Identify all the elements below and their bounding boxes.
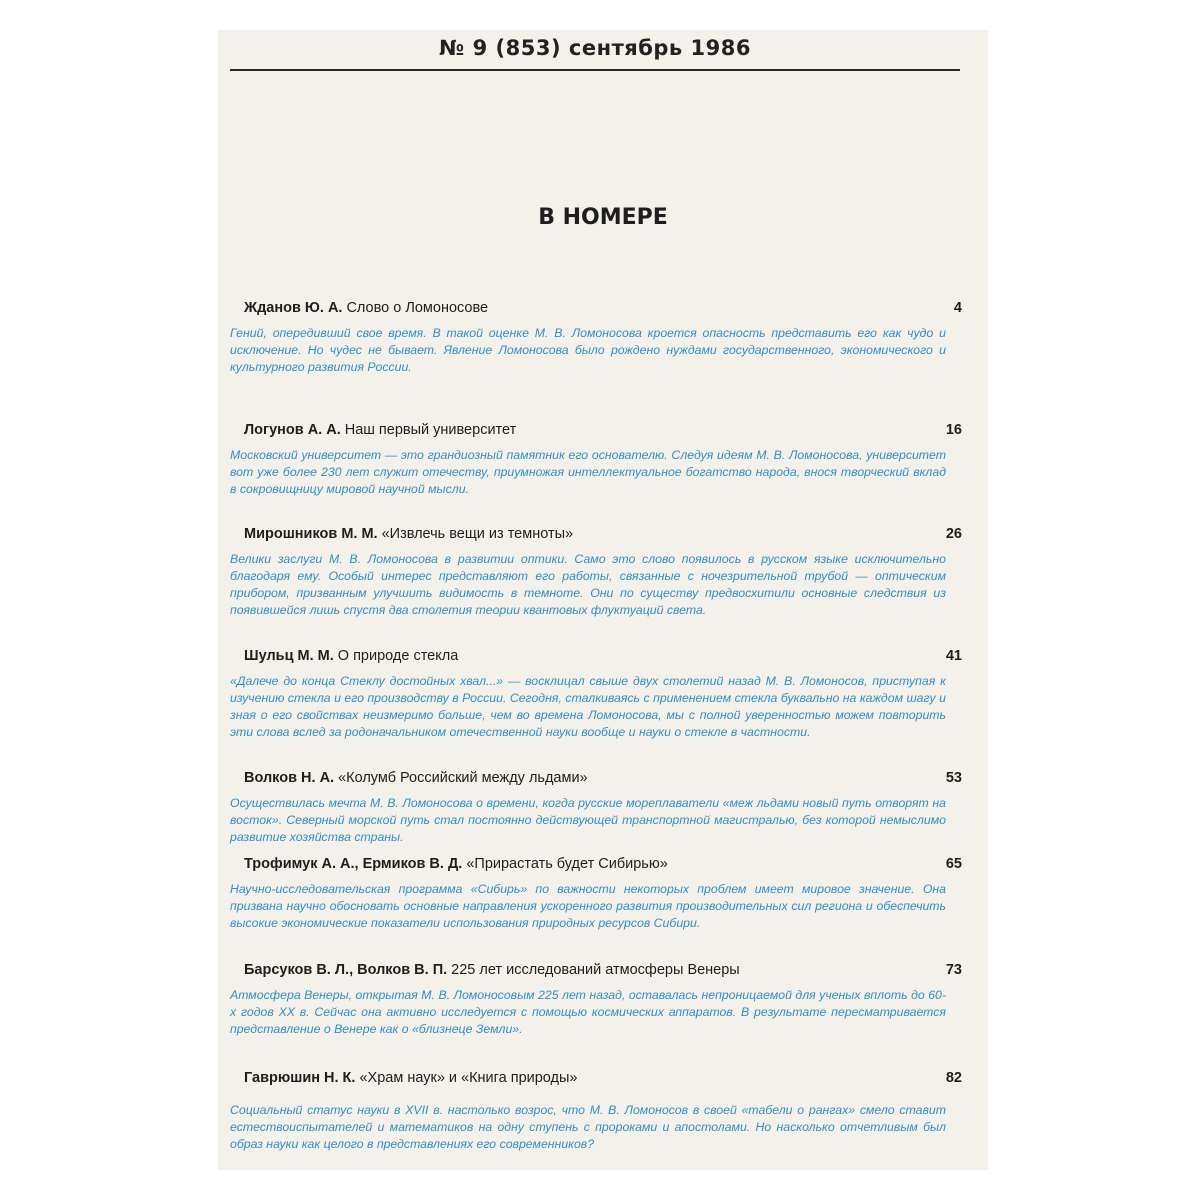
entry-title[interactable]: Наш первый университет	[344, 422, 517, 438]
contents-entry	[230, 648, 962, 741]
entry-annotation: Московский университет — это грандиозный памятник его основателю. Следуя идеям М. В. Ломоносова, университет вот уже более 230 лет служит отечеству, приумножая интеллектуальное богатство народа, внося творческий вклад в сокровищницу мировой научной мысли.	[230, 448, 946, 496]
entry-annotation: Гений, опередивший свое время. В такой оценке М. В. Ломоносова кроется опасность представить его как чудо и исключение. Но чудес не бывает. Явление Ломоносова было рождено нуждами государственного, экономического и культурного развития России.	[230, 326, 946, 374]
entry-author: Гаврюшин Н. К. «Храм наук» и «Книга природы»	[244, 1070, 578, 1086]
entry-title[interactable]: «Извлечь вещи из темноты»	[381, 526, 574, 542]
contents-entry	[230, 856, 962, 932]
entry-author: Логунов А. А. Наш первый университет	[244, 422, 517, 438]
entry-page-number: 41	[945, 648, 962, 664]
entry-title[interactable]: «Колумб Российский между льдами»	[338, 770, 588, 786]
entry-annotation: Научно-исследовательская программа «Сибирь» по важности некоторых проблем имеет мировое значение. Она призвана научно обосновать основные направления ускоренного развития производительных сил региона и обеспечить высокие экономические показатели использования природных ресурсов Сибири.	[230, 882, 946, 930]
entry-page-number: 4	[953, 300, 962, 316]
entry-author: Барсуков В. Л., Волков В. П. 225 лет исследований атмосферы Венеры	[244, 962, 740, 978]
page-header	[230, 36, 960, 71]
contents-entry	[230, 422, 962, 498]
entry-page-number: 16	[945, 422, 962, 438]
entry-page-number: 82	[945, 1070, 962, 1086]
entry-annotation: Велики заслуги М. В. Ломоносова в развитии оптики. Само это слово появилось в русском языке исключительно благодаря ему. Особый интерес представляют его работы, связанные с ночезрительной трубой — оптическим прибором, призванным улучшить видимость в темноте. Они по существу предвосхитили основные следствия из появившейся лишь спустя два столетия теории квантовых флуктуаций света.	[230, 552, 946, 617]
contents-entry	[230, 526, 962, 619]
entry-title[interactable]: «Храм наук» и «Книга природы»	[359, 1070, 578, 1086]
entry-title[interactable]: «Прирастать будет Сибирью»	[466, 856, 668, 872]
entry-annotation: Атмосфера Венеры, открытая М. В. Ломоносовым 225 лет назад, оставалась непроницаемой для ученых вплоть до 60-х годов XX в. Сейчас она активно исследуется с помощью космических аппаратов. В результате пересматривается представление о Венере как о «близнеце Земли».	[230, 988, 946, 1036]
contents-entry	[230, 770, 962, 846]
section-title: В НОМЕРЕ	[538, 205, 668, 230]
magazine-page	[218, 30, 988, 1170]
entry-author: Шульц М. М. О природе стекла	[244, 648, 459, 664]
contents-entry	[230, 962, 962, 1038]
entry-page-number: 73	[945, 962, 962, 978]
entry-page-number: 53	[945, 770, 962, 786]
entry-annotation: «Далече до конца Стеклу достойных хвал...» — восклицал свыше двух столетий назад М. В. Ломоносов, приступая к изучению стекла и его производству в России. Сегодня, сталкиваясь с применением стекла буквально на каждом шагу и зная о его свойствах неизмеримо больше, чем во времена Ломоносова, мы с полной уверенностью можем повторить эти слова вслед за родоначальником отечественной науки вообще и науки о стекле в частности.	[230, 674, 946, 739]
entry-title[interactable]: О природе стекла	[337, 648, 459, 664]
contents-entry	[230, 300, 962, 376]
entry-author: Жданов Ю. А. Слово о Ломоносове	[244, 300, 489, 316]
contents-entry	[230, 1070, 962, 1153]
entry-title[interactable]: 225 лет исследований атмосферы Венеры	[451, 962, 740, 978]
entry-annotation: Осуществилась мечта М. В. Ломоносова о времени, когда русские мореплаватели «меж льдами новый путь отворят на восток». Северный морской путь стал постоянно действующей транспортной магистралью, без которой немыслимо развитие хозяйства страны.	[230, 796, 946, 844]
entry-page-number: 26	[945, 526, 962, 542]
entry-author: Мирошников М. М. «Извлечь вещи из темноты»	[244, 526, 574, 542]
entry-author: Трофимук А. А., Ермиков В. Д. «Прирастать будет Сибирью»	[244, 856, 668, 872]
entry-title[interactable]: Слово о Ломоносове	[346, 300, 489, 316]
entry-annotation: Социальный статус науки в XVII в. настолько возрос, что М. В. Ломоносов в своей «табели о рангах» смело ставит естествоиспытателей и математиков на одну ступень с пророками и апостолами. Но насколько отчетливым был образ науки как целого в представлениях его современников?	[230, 1103, 946, 1151]
entry-author: Волков Н. А. «Колумб Российский между льдами»	[244, 770, 588, 786]
issue-line: № 9 (853) сентябрь 1986	[439, 36, 751, 60]
entry-page-number: 65	[945, 856, 962, 872]
